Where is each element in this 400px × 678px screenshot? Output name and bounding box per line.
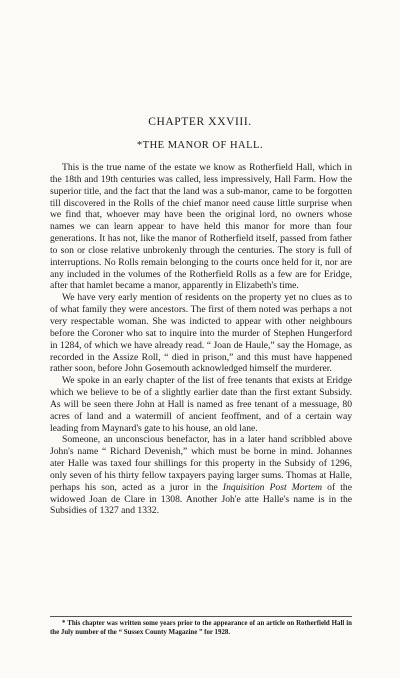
paragraph-2: We have very early mention of residents on the property yet no clues as to of what family they were ancestors. The first of them noted was perhaps a not very respectable woman. She was indicted to appear with other neighbours before the Coroner who sat to inquire into the murder of Stephen Hungerford in 1284, of which we have already read. “ Joan de Haule,” say the Homage, as recorded in the Assize Roll, “ died in prison,” and this must have happened rather soon, before John Gosemouth acknowledged himself the murderer. [50, 292, 352, 375]
paragraph-1: This is the true name of the estate we know as Rotherfield Hall, which in the 18th and 19th centuries was called, less impressively, Hall Farm. How the superior title, and the fact that the land was a sub-manor, came to be forgotten till discovered in the Rolls of the chief manor need cause little surprise when we find that, whoever may have been the original lord, no owners whose names we can learn appear to have held this manor for more than four generations. It has not, like the manor of Rotherfield itself, passed from father to son or close relative unbrokenly through the centuries. The story is full of interruptions. No Rolls remain belonging to the courts once held for it, nor are any included in the volumes of the Rotherfield Rolls as a few are for Eridge, after that hamlet became a manor, apparently in Elizabeth's time. [50, 162, 352, 292]
footnote: * This chapter was written some years prior to the appearance of an article on Rotherfield Hall in the July number of the “ Sussex County Magazine ” for 1928. [50, 620, 352, 636]
paragraph-3: We spoke in an early chapter of the list of free tenants that exists at Eridge which we believe to be of a slightly earlier date than the first extant Subsidy. As will be seen there John at Hall is named as free tenant of a messuage, 80 acres of land and a watermill of ancient feoffment, and of a certain way leading from Maynard's gate to his house, an old lane. [50, 375, 352, 434]
section-title: *THE MANOR OF HALL. [136, 140, 264, 151]
paragraph-4 [50, 434, 352, 517]
paragraph-4-italic-title: Inquisition Post Mortem [222, 481, 323, 493]
chapter-heading: CHAPTER XXVIII. [148, 116, 252, 128]
footnote-rule [50, 616, 352, 617]
paragraph-4-text-before: Someone, an unconscious benefactor, has in a later hand scribbled above John's name “ Richard Devenish,” which must be borne in mind. Johannes ater Halle was taxed four shillings for this property in the Subsidy of 1296, only seven of his thirty fellow taxpayers paying larger sums. Thomas at Halle, perhaps his son, acted as a juror in the [50, 434, 352, 493]
paragraph-4-text-after: of the widowed Joan de Clare in 1308. Another Joh'e atte Halle's name is in the Subsidies of 1327 and 1332. [50, 481, 352, 517]
body-text [50, 162, 352, 517]
